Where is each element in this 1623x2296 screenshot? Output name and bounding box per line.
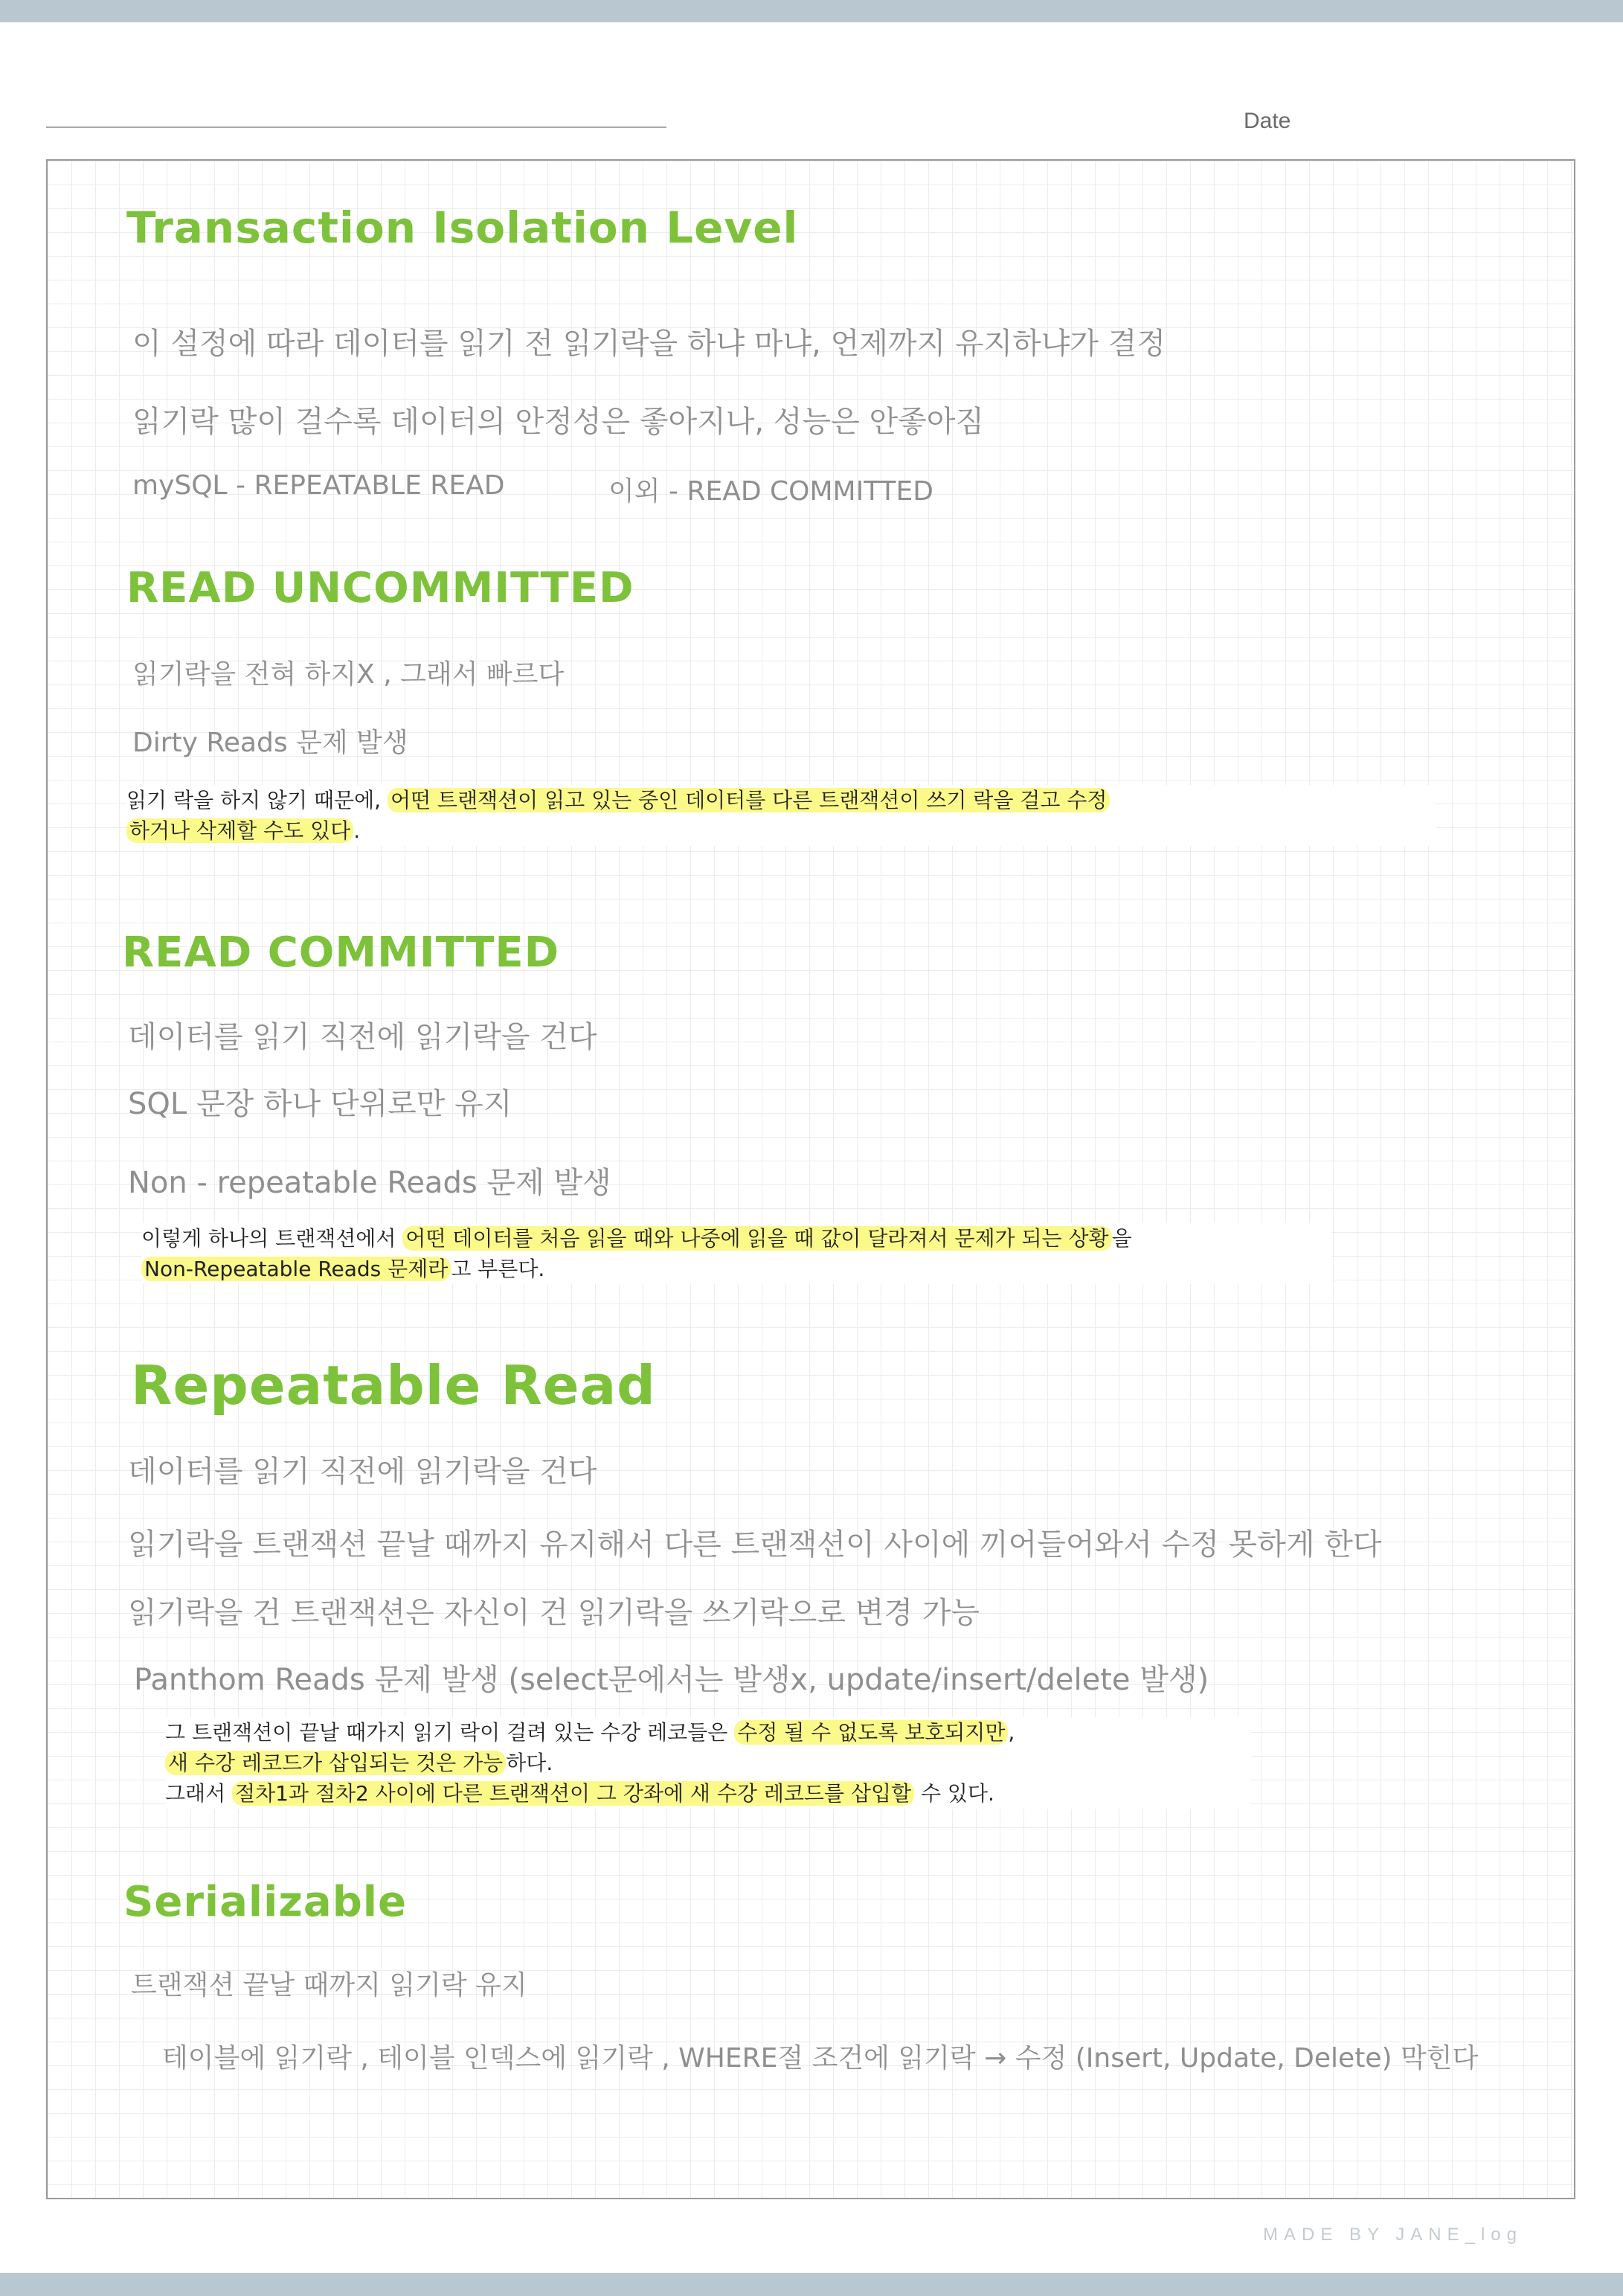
ru-note-1: 읽기락을 전혀 하지X , 그래서 빠르다 [132, 659, 565, 690]
date-label: Date [1244, 109, 1291, 133]
heading-read-uncommitted: READ UNCOMMITTED [126, 564, 634, 612]
rc-printed-line-1 [141, 1223, 1331, 1254]
intro-line-2: 읽기락 많이 걸수록 데이터의 안정성은 좋아지나, 성능은 안좋아짐 [132, 405, 984, 439]
ru-printed-excerpt [126, 785, 1436, 846]
rr-highlight: 절차1과 절차2 사이에 다른 트랜잭션이 그 강좌에 새 수강 레코드를 삽입할 [232, 1781, 914, 1806]
rr-printed-text: 그 트랜잭션이 끝날 때가지 읽기 락이 걸려 있는 수강 레코들은 [165, 1720, 735, 1745]
rr-note-3: 읽기락을 건 트랜잭션은 자신이 건 읽기락을 쓰기락으로 변경 가능 [128, 1596, 980, 1630]
rr-highlight: 수정 될 수 없도록 보호되지만 [734, 1720, 1008, 1745]
rr-printed-excerpt [165, 1717, 1251, 1809]
title-underline [46, 126, 666, 128]
ser-note-2: 테이블에 읽기락 , 테이블 인덱스에 읽기락 , WHERE절 조건에 읽기락 → 수정 (Insert, Update, Delete) 막힌다 [162, 2043, 1479, 2074]
rr-printed-text: 그래서 [165, 1781, 233, 1806]
rr-note-4: Panthom Reads 문제 발생 (select문에서는 발생x, update/insert/delete 발생) [134, 1663, 1209, 1697]
rc-note-2: SQL 문장 하나 단위로만 유지 [128, 1087, 512, 1121]
ru-printed-text: 읽기 락을 하지 않기 때문에, [126, 788, 388, 812]
ru-printed-text: . [353, 818, 361, 843]
heading-serializable: Serializable [123, 1878, 407, 1926]
ru-printed-line-2 [126, 815, 1436, 846]
rc-note-3: Non - repeatable Reads 문제 발생 [128, 1166, 611, 1200]
rr-printed-line-2 [165, 1748, 1251, 1778]
intro-line-1: 이 설정에 따라 데이터를 읽기 전 읽기락을 하냐 마냐, 언제까지 유지하냐가 결정 [132, 327, 1166, 361]
rr-printed-text: 하다. [506, 1751, 553, 1775]
heading-repeatable-read: Repeatable Read [131, 1354, 656, 1417]
default-other: 이외 - READ COMMITTED [608, 476, 934, 507]
rc-printed-line-2 [141, 1254, 1331, 1284]
page-title: Transaction Isolation Level [126, 202, 799, 253]
rc-printed-text: 이렇게 하나의 트랜잭션에서 [141, 1226, 403, 1251]
top-band [0, 0, 1623, 22]
rr-highlight: 새 수강 레코드가 삽입되는 것은 가능 [165, 1751, 506, 1775]
rc-printed-excerpt [141, 1223, 1331, 1284]
rr-note-2: 읽기락을 트랜잭션 끝날 때까지 유지해서 다른 트랜잭션이 사이에 끼어들어와서 수정 못하게 한다 [128, 1527, 1382, 1562]
rc-highlight: Non-Repeatable Reads 문제라 [141, 1257, 451, 1281]
rr-printed-text: 수 있다. [914, 1781, 994, 1806]
ru-highlight: 하거나 삭제할 수도 있다 [126, 818, 353, 843]
rc-highlight: 어떤 데이터를 처음 읽을 때와 나중에 읽을 때 값이 달라져서 문제가 되는 상황 [402, 1226, 1111, 1251]
rr-note-1: 데이터를 읽기 직전에 읽기락을 건다 [128, 1455, 597, 1489]
default-mysql: mySQL - REPEATABLE READ [132, 470, 505, 501]
heading-read-committed: READ COMMITTED [122, 929, 560, 977]
ru-note-2: Dirty Reads 문제 발생 [132, 728, 408, 758]
rc-printed-text: 고 부른다. [451, 1257, 545, 1281]
bottom-band [0, 2273, 1623, 2296]
footer-credit: MADE BY JANE_log [1263, 2225, 1523, 2245]
ru-printed-line-1 [126, 785, 1436, 815]
rr-printed-line-3 [165, 1778, 1251, 1809]
rr-printed-text: , [1008, 1720, 1015, 1745]
ser-note-1: 트랜잭션 끝날 때까지 읽기락 유지 [131, 1970, 527, 2001]
rr-printed-line-1 [165, 1717, 1251, 1748]
ru-highlight: 어떤 트랜잭션이 읽고 있는 중인 데이터를 다른 트랜잭션이 쓰기 락을 걸고 수정 [388, 788, 1110, 812]
rc-note-1: 데이터를 읽기 직전에 읽기락을 건다 [128, 1020, 597, 1054]
rc-printed-text: 을 [1111, 1226, 1132, 1251]
